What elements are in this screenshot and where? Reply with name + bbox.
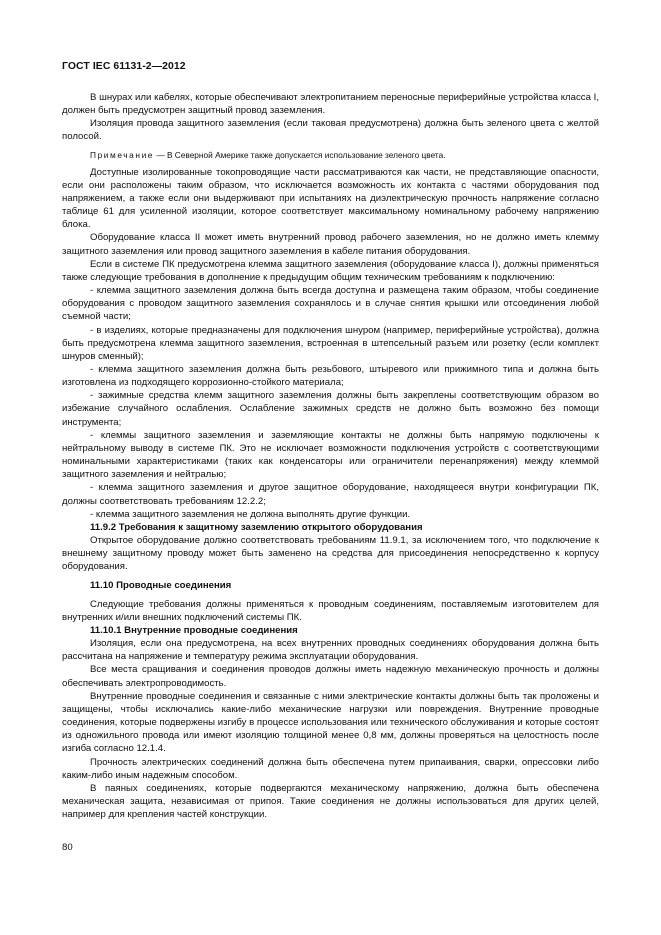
section-heading-11-10: 11.10 Проводные соединения [90,580,232,592]
page-number: 80 [62,842,73,853]
note [62,149,599,161]
paragraph: В шнурах или кабелях, которые обеспечивают электропитанием переносные периферийные устройства класса I, должен быть предусмотрен защитный провод заземления. [62,92,599,117]
list-item: - клемма защитного заземления и другое защитное оборудование, находящееся внутри конфигурации ПК, должны соответствовать требованиям 12.2.2; [62,482,599,507]
list-item: - клемма защитного заземления не должна выполнять другие функции. [90,508,411,520]
subsection-heading-11-10-1: 11.10.1 Внутренние проводные соединения [90,624,298,636]
list-item: - клеммы защитного заземления и заземляющие контакты не должны быть напрямую подключены к нейтральному выводу в системе ПК. Это не исключает возможности подключения устройств с соответствующими номинальными характеристиками (таких как конденсаторы или ограничители перенапряжения) между клеммой защитного заземления и нейтралью; [62,429,599,481]
paragraph: Прочность электрических соединений должна быть обеспечена путем припаивания, сварки, опрессовки либо каким-либо иным надежным способом. [62,756,599,781]
paragraph: В паяных соединениях, которые подвергаются механическому напряжению, должна быть обеспечена механическая защита, независимая от припоя. Такие соединения не должны использоваться для других целей, например для крепления частей конструкции. [62,782,599,821]
note-label: Примечание [90,149,155,160]
list-item: - в изделиях, которые предназначены для подключения шнуром (например, периферийные устройства), должна быть предусмотрена клемма защитного заземления, встроенная в штепсельный разъем или розетку (если комплект шнуров сменный); [62,324,599,362]
document-body [62,91,599,821]
note-text: — В Северной Америке также допускается использование зеленого цвета. [154,149,446,160]
page-header-standard-id: ГОСТ IEC 61131-2—2012 [62,61,186,72]
paragraph: Изоляция, если она предусмотрена, на всех внутренних проводных соединениях оборудования должна быть рассчитана на напряжение и температуру режима эксплуатации оборудования. [62,638,599,663]
list-item: - клемма защитного заземления должна быть резьбового, штыревого или прижимного типа и должна быть изготовлена из подходящего коррозионно-стойкого материала; [62,363,599,389]
paragraph: Внутренние проводные соединения и связанные с ними электрические контакты должны быть так проложены и защищены, чтобы исключались какие-либо механические нагрузки или повреждения. Внутренние проводные соединения, которые подвержены изгибу в процессе использования или технического обслуживания и которые состоят из одножильного провода или имеют изоляцию толщиной менее 0,8 мм, должны проверяться на целостность после изгиба согласно 12.1.4. [62,690,599,755]
paragraph: Если в системе ПК предусмотрена клемма защитного заземления (оборудование класса I), должны применяться также следующие требования в дополнение к предыдущим общим техническим требованиям к подключению: [62,258,599,283]
subsection-heading-11-9-2: 11.9.2 Требования к защитному заземлению открытого оборудования [90,521,423,533]
paragraph: Все места сращивания и соединения проводов должны иметь надежную механическую прочность и должны обеспечивать электропроводимость. [62,664,599,689]
paragraph: Оборудование класса II может иметь внутренний провод рабочего заземления, но не должно иметь клемму защитного заземления или провод защитного заземления в кабеле питания оборудования. [62,232,599,257]
paragraph: Изоляция провода защитного заземления (если таковая предусмотрена) должна быть зеленого цвета с желтой полосой. [62,118,599,143]
paragraph: Доступные изолированные токопроводящие части рассматриваются как части, не представляющие опасности, если они расположены таким образом, что исключается возможность их контакта с частями оборудования под напряжением, а также если они выдерживают при испытаниях на диэлектрическую прочность напряжение согласно таблице 61 для усиленной изоляции, которое соответствует максимальному номинальному рабочему напряжению блока. [62,166,599,231]
list-item: - зажимные средства клемм защитного заземления должны быть закреплены соответствующим образом во избежание случайного ослабления. Ослабление зажимных средств не должно быть возможно без помощи инструмента; [62,390,599,428]
paragraph: Открытое оборудование должно соответствовать требованиям 11.9.1, за исключением того, что подключение к внешнему защитному проводу может быть заменено на средства для присоединения непосредственно к корпусу оборудования. [62,535,599,573]
paragraph: Следующие требования должны применяться к проводным соединениям, поставляемым изготовителем для внутренних и/или внешних подключений системы ПК. [62,598,599,623]
list-item: - клемма защитного заземления должна быть всегда доступна и размещена таким образом, чтобы соединение оборудования с проводом защитного заземления сохранялось и в случае снятия крышки или отсоединения любой съемной части; [62,285,599,323]
